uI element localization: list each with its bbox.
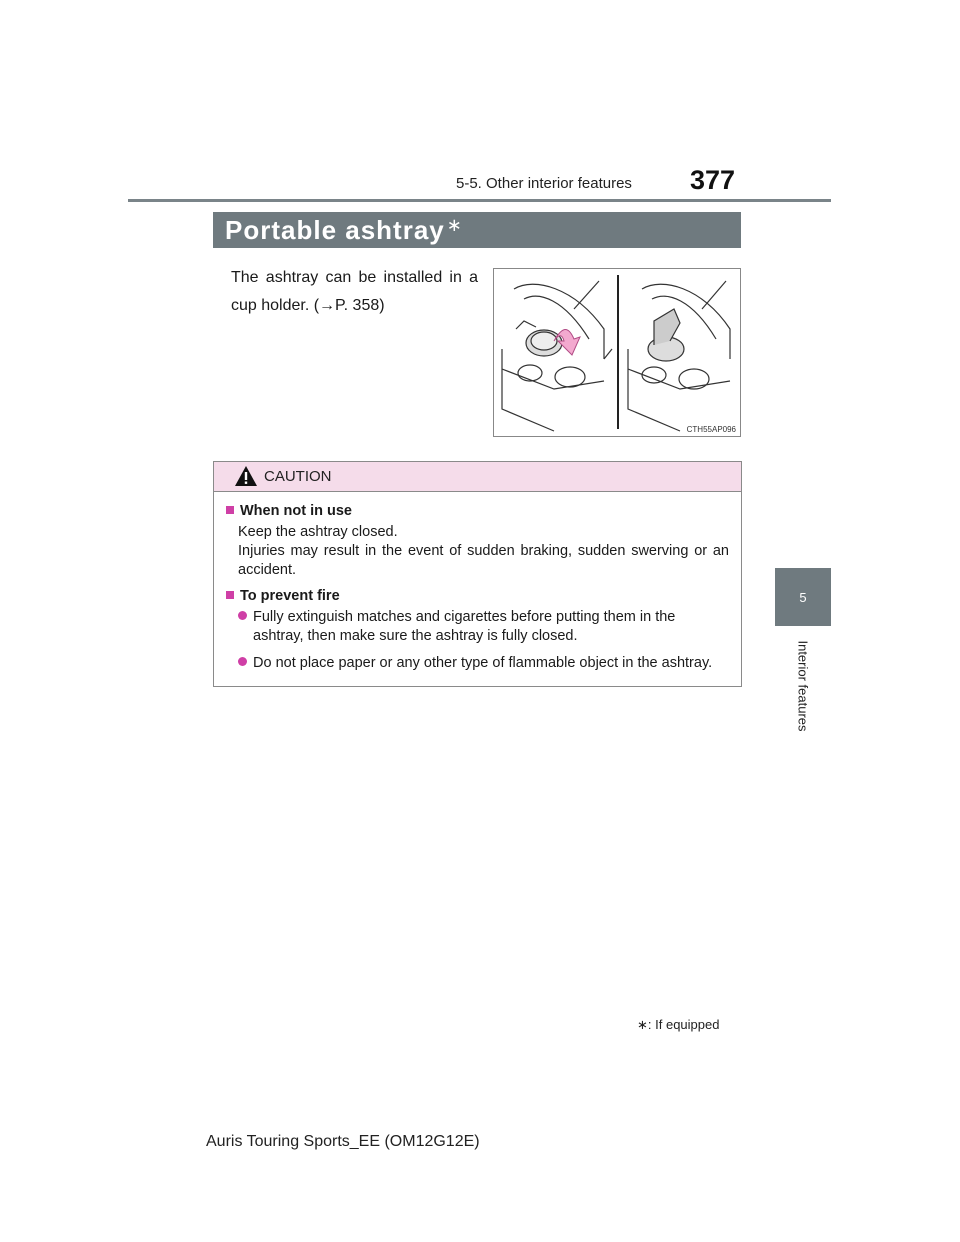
square-bullet-icon <box>226 591 234 599</box>
caution-box <box>213 461 742 687</box>
equipped-asterisk: ∗ <box>446 215 463 235</box>
caution-heading: To prevent fire <box>226 587 729 606</box>
caution-header <box>214 462 741 492</box>
caution-label: CAUTION <box>264 468 332 485</box>
caution-text: Keep the ashtray closed. <box>238 524 398 540</box>
section-title-text: Portable ashtray <box>225 215 445 245</box>
chapter-tab-label <box>775 626 831 746</box>
warning-icon <box>234 465 258 487</box>
footnote <box>637 1017 719 1033</box>
ashtray-diagram <box>494 269 740 436</box>
footnote-mark: ∗ <box>637 1017 648 1032</box>
chapter-tab-number: 5 <box>775 568 831 626</box>
header-divider <box>128 199 831 202</box>
intro-paragraph: The ashtray can be installed in a cup holder. (→P. 358) <box>231 269 478 314</box>
square-bullet-icon <box>226 506 234 514</box>
round-bullet-icon <box>238 611 247 620</box>
page-number: 377 <box>690 165 736 195</box>
footnote-text: : If equipped <box>647 1017 720 1032</box>
header-section-title: 5-5. Other interior features <box>456 175 632 192</box>
caution-section-prevent-fire <box>226 587 729 673</box>
caution-bullet: Do not place paper or any other type of flammable object in the ashtray. <box>226 654 729 673</box>
chapter-tab-label-text: Interior features <box>795 640 811 732</box>
caution-section-not-in-use <box>226 502 729 580</box>
ashtray-illustration <box>493 268 741 437</box>
caution-heading: When not in use <box>226 502 729 521</box>
footer-model: Auris Touring Sports_EE (OM12G12E) <box>206 1133 480 1150</box>
caution-bullet: Fully extinguish matches and cigarettes before putting them in the ashtray, then make sure the ashtray is fully closed. <box>226 608 729 646</box>
caution-text: Injuries may result in the event of sudden braking, sudden swerving or an accident. <box>238 543 729 578</box>
illustration-code: CTH55AP096 <box>686 425 736 434</box>
section-title-bar <box>213 212 741 248</box>
round-bullet-icon <box>238 657 247 666</box>
section-title <box>225 215 463 246</box>
